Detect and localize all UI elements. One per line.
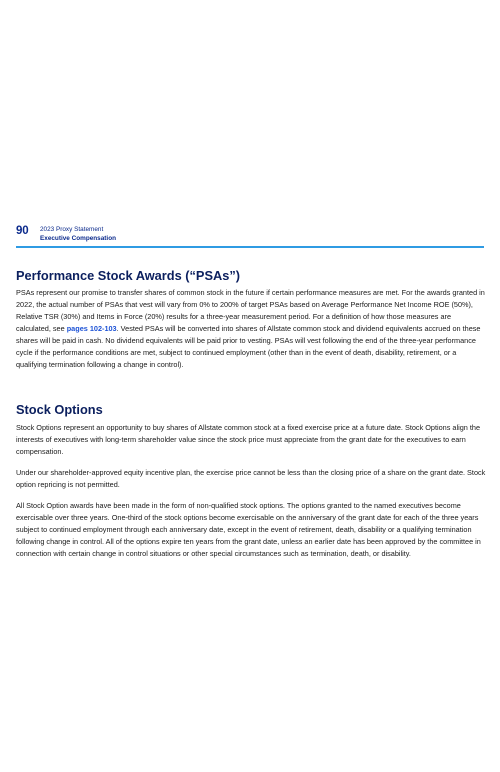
psa-text-before-link: PSAs represent our promise to transfer shares of common stock in the future if certain performance measures are met. For the awards granted in 2022, the actual number of PSAs that vest will vary from 0% to 200% of target PSAs based on Average Performance Net Income ROE (50%), Relative TSR (30%) and Items in Force (20%) results for a three-year measurement period. For a definition of how those measures are calculated, see [16, 288, 485, 333]
stock-options-section [16, 402, 486, 560]
stock-options-paragraph-1: Stock Options represent an opportunity to buy shares of Allstate common stock at a fixed exercise price at a future date. Stock Options align the interests of executives with long-term shareholder value since the stock price must appreciate from the grant date for the executives to earn compensation. [16, 423, 481, 456]
psa-paragraph [16, 287, 486, 371]
section-title: Executive Compensation [40, 235, 116, 242]
psa-text-after-link: . Vested PSAs will be converted into shares of Allstate common stock and dividend equivalents accrued on these shares will be paid in cash. No dividend equivalents will be paid prior to vesting. PSAs will vest following the end of the three-year performance cycle if the performance conditions are met, subject to continued employment (other than in the event of death, disability, retirement, or a qualifying termination following a change in control). [16, 324, 481, 369]
page-header [16, 224, 484, 248]
pages-link[interactable]: pages 102-103 [66, 324, 117, 333]
stock-options-paragraph-2: Under our shareholder-approved equity incentive plan, the exercise price cannot be less than the closing price of a share on the grant date. Stock option repricing is not permitted. [16, 468, 486, 489]
psa-heading: Performance Stock Awards (“PSAs”) [16, 268, 241, 283]
stock-options-heading: Stock Options [16, 402, 103, 417]
page-number: 90 [16, 225, 29, 237]
header-text [40, 225, 116, 243]
stock-options-paragraph-3: All Stock Option awards have been made in the form of non-qualified stock options. The options granted to the named executives become exercisable over three years. One-third of the stock options become exercisable on the anniversary of the grant date for each of the three years subject to continued employment through each anniversary date, except in the event of retirement, death, disability or a qualifying termination following change in control. All of the options expire ten years from the grant date, unless an earlier date has been approved by the committee in connection with certain change in control situations or other special circumstances such as termination, death, or disability. [16, 501, 481, 558]
psa-section [16, 268, 486, 371]
document-title: 2023 Proxy Statement [40, 226, 104, 233]
